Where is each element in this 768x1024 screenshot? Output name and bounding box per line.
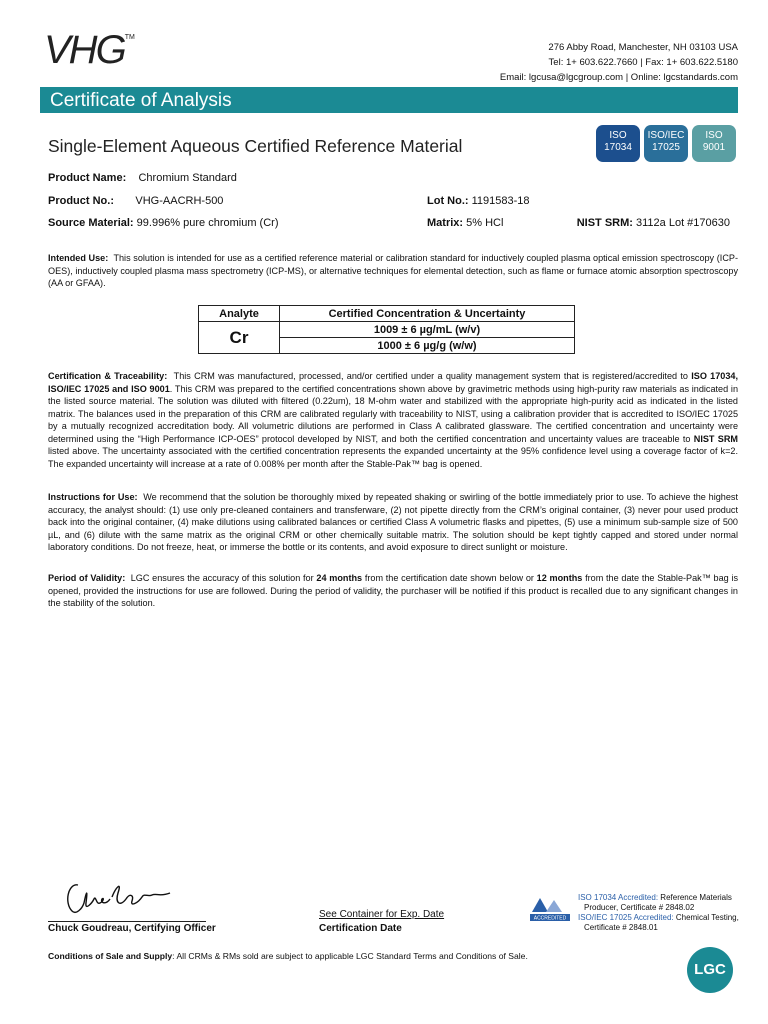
company-address: [500, 40, 738, 85]
iso-17025-badge: ISO/IEC 17025: [644, 125, 688, 162]
address-line: 276 Abby Road, Manchester, NH 03103 USA: [548, 42, 738, 53]
table-header-analyte: Analyte: [199, 306, 280, 322]
concentration-wv-cell: 1009 ± 6 µg/mL (w/v): [280, 322, 575, 338]
lgc-logo: LGC: [687, 947, 733, 993]
signature-line: [48, 921, 206, 922]
expiration-note: See Container for Exp. Date: [319, 909, 445, 920]
matrix-value: 5% HCl: [466, 217, 504, 229]
document-subtitle: Single-Element Aqueous Certified Reference Material: [48, 136, 463, 156]
validity-paragraph: Period of Validity: LGC ensures the accuracy of this solution for 24 months from the certification date shown below or 12 months from the date the Stable-Pak™ bag is opened, provided the instructions for use are followed. During the period of validity, the purchaser will be notified if this product is recalled due to any significant changes in the stability of the solution.: [48, 573, 739, 608]
iso-badges: [596, 125, 738, 163]
a2la-accredited-logo: [528, 894, 572, 922]
certification-date-label: Certification Date: [319, 923, 402, 934]
source-material-row: Source Material: 99.996% pure chromium (Cr): [48, 217, 279, 229]
certified-values-table: [198, 305, 575, 354]
title-banner: [40, 87, 738, 113]
product-no-row: Product No.: VHG-AACRH-500: [48, 195, 224, 207]
signatory-name: Chuck Goudreau, Certifying Officer: [48, 923, 216, 934]
certification-paragraph: Certification & Traceability: This CRM was manufactured, processed, and/or certified under a quality management system that is registered/accredited to ISO 17034, ISO/IEC 17025 and ISO 9001. This CRM was prepared to the certified concentrations shown above by gravimetric methods using high-purity raw materials as indicated in the listed source material. The solution was diluted with filtered (0.22um), 18 M-ohm water and stabilized with the appropriate high-purity acid as indicated in the listed matrix. The balances used in the preparation of this CRM are calibrated regularly with traceability to NIST, using a calibration provider that is accredited to ISO/IEC 17025 by a mutually recognized accreditation body. All volumetric dilutions are performed in Class A calibrated glassware. The certified concentration and uncertainty were determined using the “High Performance ICP-OES” protocol developed by NIST, and both the certified concentration and uncertainty values are traceable to NIST SRM listed above. The uncertainty associated with the certified concentration represents the expanded uncertainty at the 95% confidence level using a coverage factor of k=2. The expanded uncertainty will increase at a rate of 0.008% per month after the Stable-Pak™ bag is opened.: [48, 371, 739, 469]
iso-17034-badge: ISO 17034: [596, 125, 640, 162]
phone-line: Tel: 1+ 603.622.7660 | Fax: 1+ 603.622.5180: [548, 57, 738, 68]
conditions-of-sale: Conditions of Sale and Supply: All CRMs & RMs sold are subject to applicable LGC Standard Terms and Conditions of Sale.: [48, 951, 528, 961]
concentration-ww-cell: 1000 ± 6 µg/g (w/w): [280, 338, 575, 354]
matrix-row: Matrix: 5% HCl: [427, 217, 504, 229]
product-name-value: Chromium Standard: [138, 172, 237, 184]
source-material-value: 99.996% pure chromium (Cr): [136, 217, 279, 229]
intended-use-paragraph: Intended Use: This solution is intended for use as a certified reference material or calibration standard for inductively coupled plasma optical emission spectroscopy (ICP-OES), inductively coupled plasma mass spectrometry (ICP-MS), or alternative techniques for elemental detection, such as flame or furnace atomic absorption spectroscopy (AA or GFAA).: [48, 253, 738, 288]
accreditation-text: ISO 17034 Accredited: Reference Materials Producer, Certificate # 2848.02 ISO/IEC 17025 Accredited: Chemical Testing, Certificate # 2848.01: [578, 893, 739, 932]
banner-title: Certificate of Analysis: [50, 90, 232, 111]
vhg-logo: VHG™: [44, 28, 135, 72]
product-no-value: VHG-AACRH-500: [135, 195, 224, 207]
analyte-cell: Cr: [199, 322, 280, 354]
svg-text:ACCREDITED: ACCREDITED: [533, 915, 567, 922]
lot-no-row: Lot No.: 1191583-18: [427, 195, 530, 207]
nist-srm-value: 3112a Lot #170630: [636, 217, 730, 229]
signature-image: [60, 873, 180, 919]
iso-9001-badge: ISO 9001: [692, 125, 736, 162]
nist-srm-row: NIST SRM: 3112a Lot #170630: [576, 217, 730, 229]
instructions-paragraph: Instructions for Use: We recommend that the solution be thoroughly mixed by repeated shaking or swirling of the bottle immediately prior to use. To achieve the highest accuracy, the analyst should: (1) use only pre-cleaned containers and transferware, (2) not pipette directly from the CRM’s original container, (3) never pour used product back into the original container, (4) make dilutions using calibrated balances or certified Class A volumetric flasks and pipettes, (5) use a minimum sub-sample size of 500 µL, and (6) dilute with the same matrix as the original CRM or other chemically suitable matrix. The solution should be kept tightly capped and stored under normal laboratory conditions. Do not freeze, heat, or immerse the bottle or its contents, and avoid exposure to direct sunlight or moisture.: [48, 492, 738, 552]
product-name-row: Product Name: Chromium Standard: [48, 172, 237, 184]
email-line: Email: lgcusa@lgcgroup.com | Online: lgcstandards.com: [499, 72, 738, 83]
table-header-concentration: Certified Concentration & Uncertainty: [280, 306, 575, 322]
lot-no-value: 1191583-18: [471, 195, 530, 207]
